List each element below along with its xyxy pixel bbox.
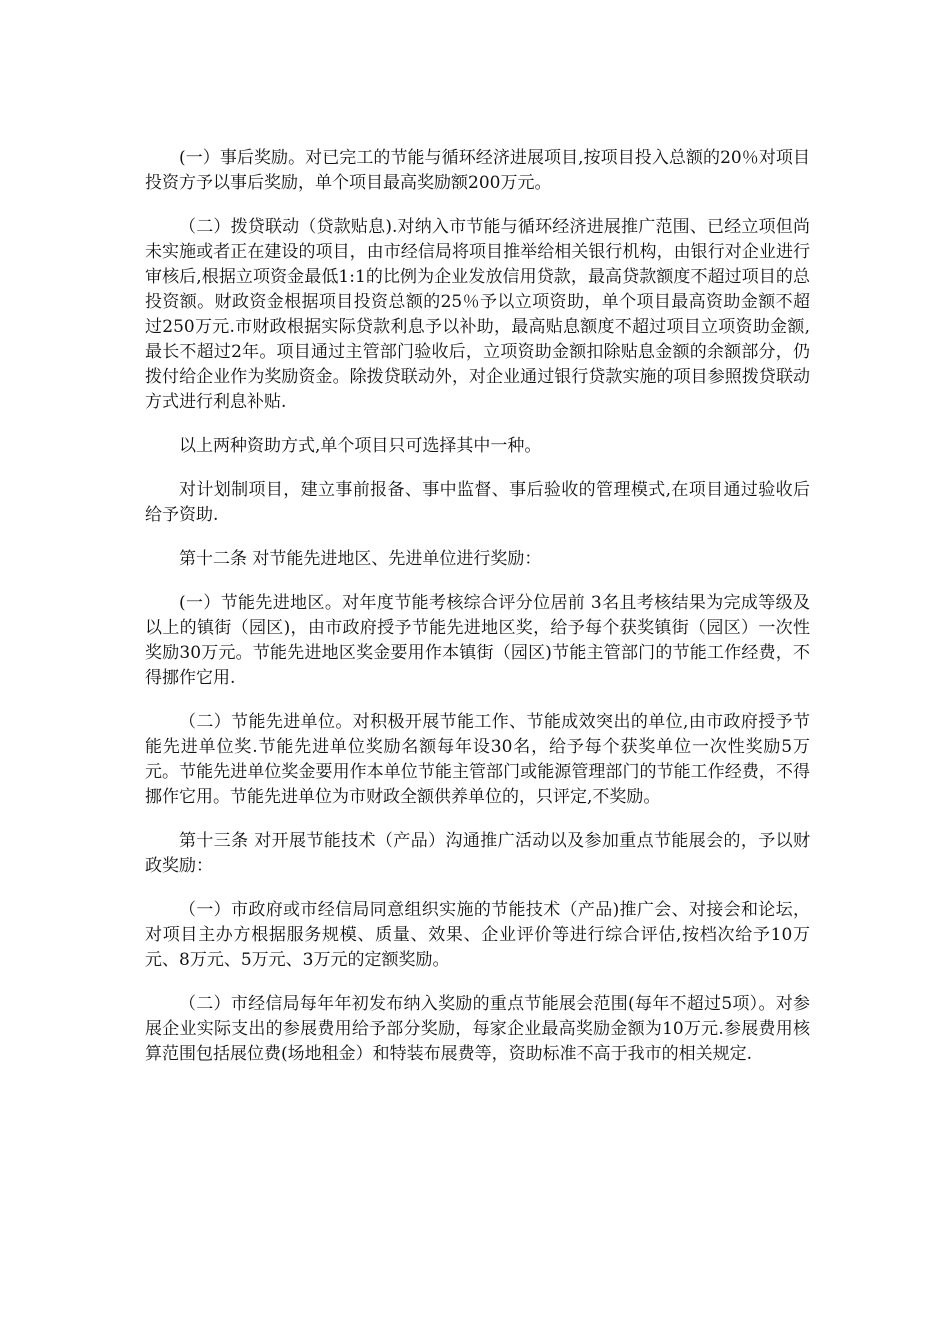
article-thirteen-heading: 第十三条 对开展节能技术（产品）沟通推广活动以及参加重点节能展会的，予以财政奖励： bbox=[145, 831, 810, 876]
paragraph-advanced-unit: （二）节能先进单位。对积极开展节能工作、节能成效突出的单位,由市政府授予节能先进单位奖.节能先进单位奖励名额每年设30名，给予每个获奖单位一次性奖励5万元。节能先进单位奖金要用作本单位节能主管部门或能源管理部门的节能工作经费，不得挪作它用。节能先进单位为市财政全额供养单位的，只评定,不奖励。 bbox=[145, 712, 810, 807]
paragraph-post-completion-award: (一）事后奖励。对已完工的节能与循环经济进展项目,按项目投入总额的20％对项目投资方予以事后奖励，单个项目最高奖励额200万元。 bbox=[145, 148, 810, 193]
paragraph-promotion-events: （一）市政府或市经信局同意组织实施的节能技术（产品)推广会、对接会和论坛，对项目主办方根据服务规模、质量、效果、企业评价等进行综合评估,按档次给予10万元、8万元、5万元、3万元的定额奖励。 bbox=[145, 900, 810, 970]
article-twelve-heading: 第十二条 对节能先进地区、先进单位进行奖励： bbox=[179, 549, 542, 569]
document-body bbox=[145, 146, 810, 1086]
paragraph-planned-projects: 对计划制项目，建立事前报备、事中监督、事后验收的管理模式,在项目通过验收后给予资助. bbox=[145, 480, 810, 525]
paragraph-loan-linkage: （二）拨贷联动（贷款贴息).对纳入市节能与循环经济进展推广范围、已经立项但尚未实施或者正在建设的项目，由市经信局将项目推举给相关银行机构，由银行对企业进行审核后,根据立项资金最低1:1的比例为企业发放信用贷款，最高贷款额度不超过项目的总投资额。财政资金根据项目投资总额的25％予以立项资助，单个项目最高资助金额不超过250万元.市财政根据实际贷款利息予以补助，最高贴息额度不超过项目立项资助金额,最长不超过2年。项目通过主管部门验收后，立项资助金额扣除贴息金额的余额部分，仍拨付给企业作为奖励资金。除拨贷联动外，对企业通过银行贷款实施的项目参照拨贷联动方式进行利息补贴. bbox=[145, 217, 810, 412]
paragraph-advanced-region: (一）节能先进地区。对年度节能考核综合评分位居前 3名且考核结果为完成等级及以上的镇街（园区)，由市政府授予节能先进地区奖，给予每个获奖镇街（园区）一次性奖励30万元。节能先进地区奖金要用作本镇街（园区)节能主管部门的节能工作经费，不得挪作它用. bbox=[145, 593, 810, 688]
paragraph-funding-choice: 以上两种资助方式,单个项目只可选择其中一种。 bbox=[179, 436, 542, 456]
paragraph-exhibitions: （二）市经信局每年年初发布纳入奖励的重点节能展会范围(每年不超过5项）。对参展企业实际支出的参展费用给予部分奖励，每家企业最高奖励金额为10万元.参展费用核算范围包括展位费(场地租金）和特装布展费等，资助标准不高于我市的相关规定. bbox=[145, 994, 810, 1064]
